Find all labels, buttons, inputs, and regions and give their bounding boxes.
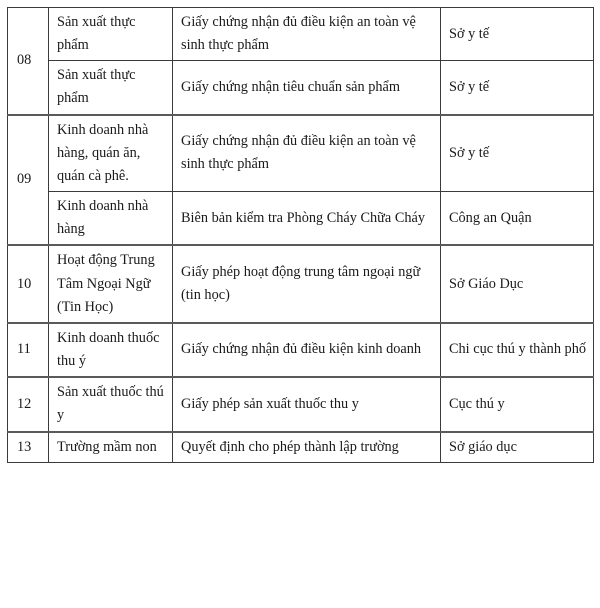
- table-row: [8, 61, 594, 115]
- cell-activity: Hoạt động Trung Tâm Ngoại Ngữ (Tin Học): [49, 245, 173, 322]
- cell-document: Quyết định cho phép thành lập trường: [173, 432, 441, 463]
- cell-activity: Sản xuất thuốc thú y: [49, 377, 173, 431]
- cell-document: Giấy chứng nhận đủ điều kiện an toàn vệ sinh thực phẩm: [173, 115, 441, 192]
- cell-organization: Sở y tế: [441, 115, 594, 192]
- cell-organization: Sở y tế: [441, 8, 594, 61]
- cell-activity: Trường mầm non: [49, 432, 173, 463]
- license-table-body: [8, 8, 594, 463]
- table-row: [8, 323, 594, 377]
- cell-organization: Sở giáo dục: [441, 432, 594, 463]
- cell-row-number: 08: [8, 8, 49, 115]
- table-row: [8, 245, 594, 322]
- cell-activity: Sản xuất thực phẩm: [49, 8, 173, 61]
- cell-row-number: 10: [8, 245, 49, 322]
- table-row: [8, 432, 594, 463]
- cell-organization: Cục thú y: [441, 377, 594, 431]
- cell-document: Giấy chứng nhận tiêu chuẩn sản phẩm: [173, 61, 441, 115]
- cell-document: Giấy chứng nhận đủ điều kiện an toàn vệ sinh thực phẩm: [173, 8, 441, 61]
- cell-row-number: 12: [8, 377, 49, 431]
- cell-row-number: 13: [8, 432, 49, 463]
- cell-document: Giấy phép sản xuất thuốc thu y: [173, 377, 441, 431]
- cell-document: Biên bản kiểm tra Phòng Cháy Chữa Cháy: [173, 192, 441, 246]
- cell-organization: Công an Quận: [441, 192, 594, 246]
- table-row: [8, 115, 594, 192]
- cell-organization: Sở Giáo Dục: [441, 245, 594, 322]
- cell-activity: Kinh doanh nhà hàng, quán ăn, quán cà phê.: [49, 115, 173, 192]
- license-table: [7, 7, 594, 463]
- cell-row-number: 09: [8, 115, 49, 246]
- cell-organization: Sở y tế: [441, 61, 594, 115]
- cell-row-number: 11: [8, 323, 49, 377]
- table-row: [8, 192, 594, 246]
- cell-document: Giấy chứng nhận đủ điều kiện kinh doanh: [173, 323, 441, 377]
- cell-activity: Kinh doanh thuốc thu ý: [49, 323, 173, 377]
- cell-activity: Sản xuất thực phẩm: [49, 61, 173, 115]
- cell-document: Giấy phép hoạt động trung tâm ngoại ngữ (tin học): [173, 245, 441, 322]
- table-row: [8, 8, 594, 61]
- cell-activity: Kinh doanh nhà hàng: [49, 192, 173, 246]
- cell-organization: Chi cục thú y thành phố: [441, 323, 594, 377]
- table-row: [8, 377, 594, 431]
- clipped-footer-line: [0, 598, 600, 608]
